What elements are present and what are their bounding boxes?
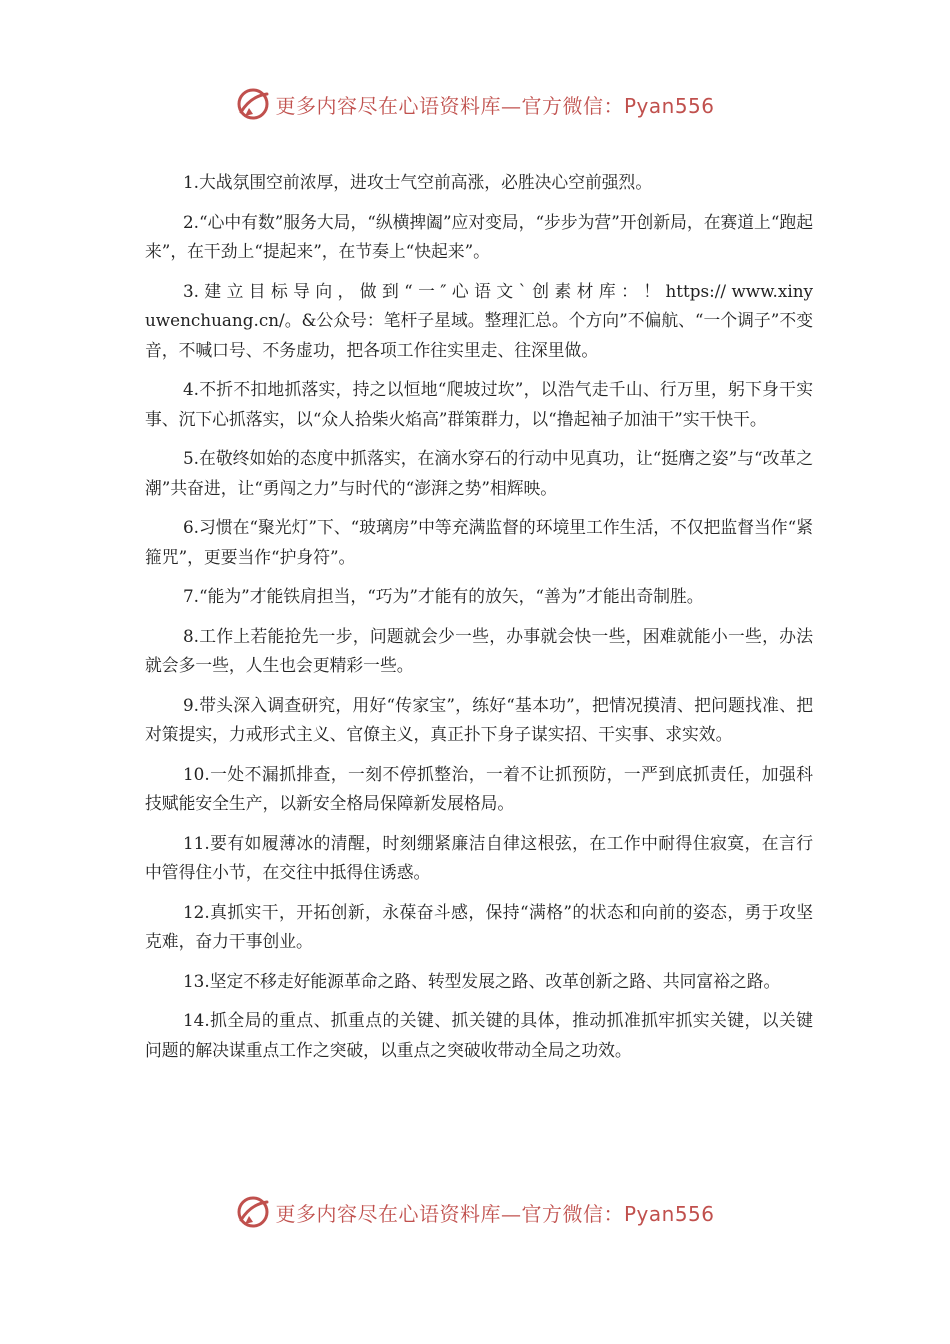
- paragraph-11: 11.要有如履薄冰的清醒，时刻绷紧廉洁自律这根弦，在工作中耐得住寂寞，在言行中管得住小节，在交往中抵得住诱惑。: [145, 832, 813, 882]
- paragraph-4: 4.不折不扣地抓落实，持之以恒地“爬坡过坎”，以浩气走千山、行万里，躬下身干实事、沉下心抓落实，以“众人拾柴火焰高”群策群力，以“撸起袖子加油干”实干快干。: [145, 379, 813, 429]
- paragraph-10: 10.一处不漏抓排查，一刻不停抓整治，一着不让抓预防，一严到底抓责任，加强科技赋能安全生产，以新安全格局保障新发展格局。: [145, 763, 813, 813]
- paragraph-5: 5.在敬终如始的态度中抓落实，在滴水穿石的行动中见真功，让“挺膺之姿”与“改革之潮”共奋进，让“勇闯之力”与时代的“澎湃之势”相辉映。: [145, 448, 813, 498]
- paragraph-9: 9.带头深入调查研究，用好“传家宝”，练好“基本功”，把情况摸清、把问题找准、把对策提实，力戒形式主义、官僚主义，真正扑下身子谋实招、干实事、求实效。: [145, 694, 813, 744]
- paragraph-13: 13.坚定不移走好能源革命之路、转型发展之路、改革创新之路、共同富裕之路。: [183, 970, 781, 991]
- paragraph-3: 3. 建 立 目 标 导 向 ， 做 到 “ 一 ″ 心 语 文 ` 创 素 材 库 ： ！ https:// www.xinyuwenchuang.cn/。&公众号：笔杆子星域。整理汇总。个方向”不偏航、“一个调子”不变音，不喊口号、不务虚功，把各项工作往实里走、往深里做。: [145, 280, 813, 360]
- logo-icon: [235, 1194, 271, 1230]
- logo-icon: [235, 86, 271, 122]
- paragraph-2: 2.“心中有数”服务大局，“纵横捭阖”应对变局，“步步为营”开创新局，在赛道上“跑起来”，在干劲上“提起来”，在节奏上“快起来”。: [145, 211, 813, 261]
- footer-banner: [0, 1190, 950, 1234]
- wechat-id: Pyan556: [623, 93, 715, 118]
- paragraph-7: 7.“能为”才能铁肩担当，“巧为”才能有的放矢，“善为”才能出奇制胜。: [183, 586, 704, 606]
- content-body: [145, 168, 813, 1075]
- paragraph-1: 1.大战氛围空前浓厚，进攻士气空前高涨，必胜决心空前强烈。: [183, 172, 653, 192]
- paragraph-8: 8.工作上若能抢先一步，问题就会少一些，办事就会快一些，困难就能小一些，办法就会多一些，人生也会更精彩一些。: [145, 625, 813, 675]
- banner-text: 更多内容尽在心语资料库—官方微信：Pyan556: [275, 93, 715, 118]
- paragraph-6: 6.习惯在“聚光灯”下、“玻璃房”中等充满监督的环境里工作生活，不仅把监督当作“紧箍咒”，更要当作“护身符”。: [145, 517, 813, 567]
- banner-text: 更多内容尽在心语资料库—官方微信：Pyan556: [275, 1201, 715, 1226]
- header-banner: [0, 82, 950, 126]
- paragraph-14: 14.抓全局的重点、抓重点的关键、抓关键的具体，推动抓准抓牢抓实关键，以关键问题的解决谋重点工作之突破，以重点之突破收带动全局之功效。: [145, 1010, 813, 1060]
- wechat-id: Pyan556: [623, 1201, 715, 1226]
- paragraph-12: 12.真抓实干，开拓创新，永葆奋斗感，保持“满格”的状态和向前的姿态，勇于攻坚克难，奋力干事创业。: [145, 901, 813, 951]
